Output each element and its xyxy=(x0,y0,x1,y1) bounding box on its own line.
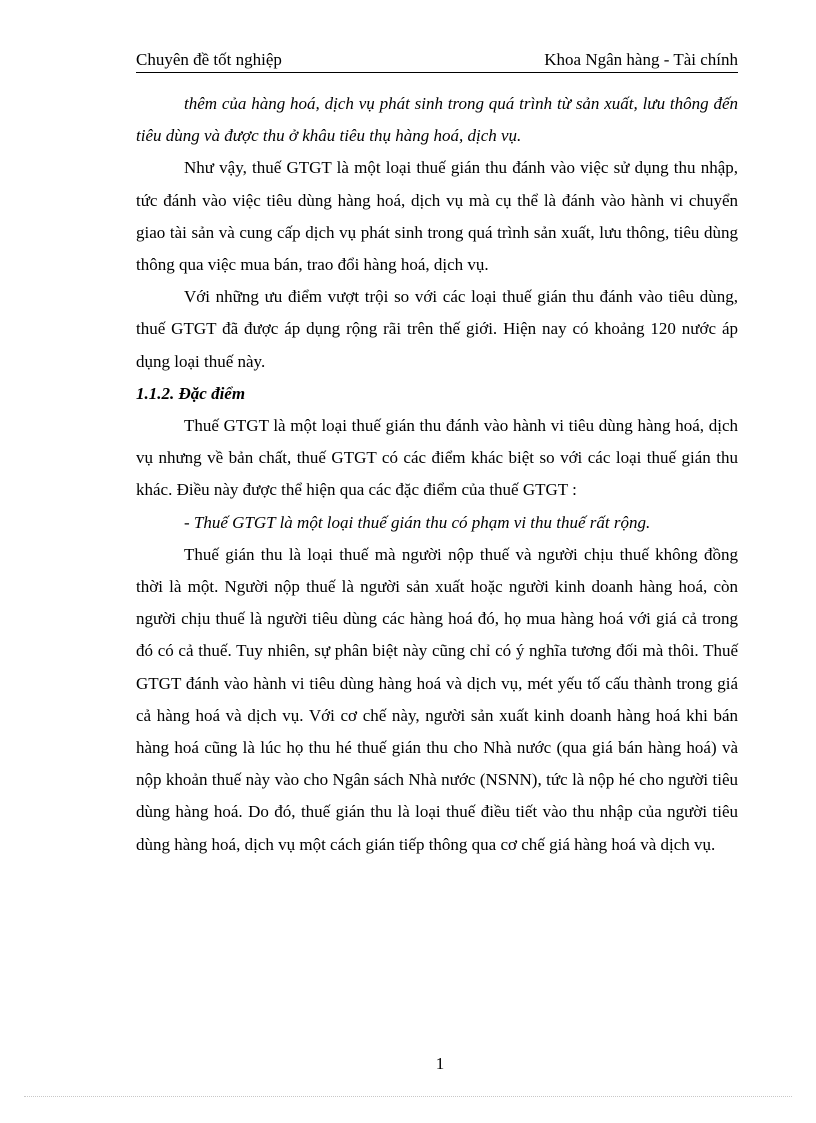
paragraph-vat-adoption: Với những ưu điểm vượt trội so với các loại thuế gián thu đánh vào tiêu dùng, thuế GTGT đã được áp dụng rộng rãi trên thế giới. Hiện nay có khoảng 120 nước áp dụng loại thuế này. xyxy=(136,287,738,371)
header-department: Khoa Ngân hàng - Tài chính xyxy=(544,50,738,69)
bullet-characteristic: - Thuế GTGT là một loại thuế gián thu có phạm vi thu thuế rất rộng. xyxy=(184,512,651,532)
paragraph-indirect-tax: Thuế gián thu là loại thuế mà người nộp thuế và người chịu thuế không đồng thời là một. Người nộp thuế là người sản xuất hoặc người kinh doanh hàng hoá, còn người chịu thuế là người tiêu dùng các hàng hoá đó, họ mua hàng hoá với giá cả trong đó có cả thuế. Tuy nhiên, sự phân biệt này cũng chỉ có ý nghĩa tương đối mà thôi. Thuế GTGT đánh vào hành vi tiêu dùng hàng hoá và dịch vụ, mét yếu tố cấu thành trong giá cả hàng hoá và dịch vụ. Với cơ chế này, người sản xuất kinh doanh hàng hoá khi bán hàng hoá cũng là lúc họ thu hé thuế gián thu cho Nhà nước (qua giá bán hàng hoá) và nộp khoản thuế này vào cho Ngân sách Nhà nước (NSNN), tức là nộp hé cho người tiêu dùng hàng hoá. Do đó, thuế gián thu là loại thuế điều tiết vào thu nhập của người tiêu dùng hàng hoá, dịch vụ một cách gián tiếp thông qua cơ chế giá hàng hoá và dịch vụ. xyxy=(136,544,738,854)
page-header xyxy=(136,48,738,73)
paragraph-vat-definition: Như vậy, thuế GTGT là một loại thuế gián thu đánh vào việc sử dụng thu nhập, tức đánh vào việc tiêu dùng hàng hoá, dịch vụ mà cụ thể là đánh vào hành vi chuyển giao tài sản và cung cấp dịch vụ phát sinh trong quá trình sản xuất, lưu thông, tiêu dùng thông qua việc mua bán, trao đổi hàng hoá, dịch vụ. xyxy=(136,158,738,275)
page-bottom-divider xyxy=(24,1096,792,1097)
paragraph-characteristics-intro: Thuế GTGT là một loại thuế gián thu đánh vào hành vi tiêu dùng hàng hoá, dịch vụ nhưng về bản chất, thuế GTGT có các điểm khác biệt so với các loại thuế gián thu khác. Điều này được thể hiện qua các đặc điểm của thuế GTGT : xyxy=(136,416,738,500)
page-number: 1 xyxy=(435,1054,445,1073)
section-heading: 1.1.2. Đặc điểm xyxy=(136,383,246,403)
document-body xyxy=(136,88,738,861)
paragraph-continuation: thêm của hàng hoá, dịch vụ phát sinh trong quá trình từ sản xuất, lưu thông đến tiêu dùng và được thu ở khâu tiêu thụ hàng hoá, dịch vụ. xyxy=(136,94,738,146)
header-document-type: Chuyên đề tốt nghiệp xyxy=(136,50,282,69)
